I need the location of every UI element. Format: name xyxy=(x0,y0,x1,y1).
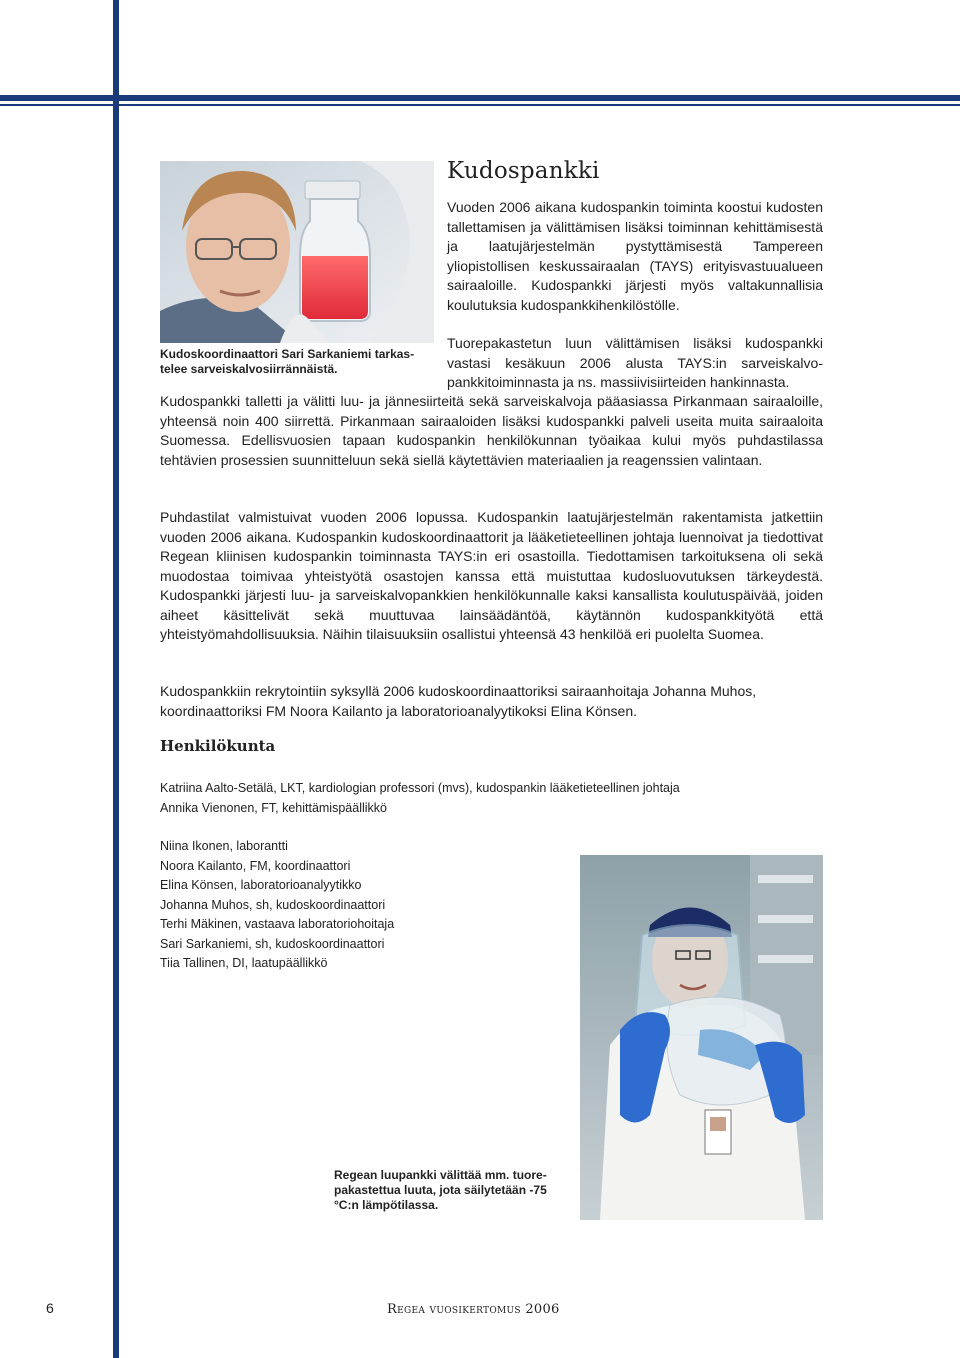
list-item: Johanna Muhos, sh, kudoskoordinaattori xyxy=(160,897,386,912)
publication-title: Regea vuosikertomus 2006 xyxy=(387,1302,560,1317)
photo-caption-1: Kudoskoordinaattori Sari Sarkaniemi tarkastelee sarveiskalvosiirrännäistä. xyxy=(160,347,415,376)
page-number: 6 xyxy=(46,1300,54,1316)
section-title: Kudospankki xyxy=(447,158,600,184)
horizontal-rule-thin xyxy=(0,104,960,106)
list-item: Annika Vienonen, FT, kehittämispäällikkö xyxy=(160,800,387,815)
list-item: Noora Kailanto, FM, koordinaattori xyxy=(160,858,351,873)
list-item: Katriina Aalto-Setälä, LKT, kardiologian professori (mvs), kudospankin lääketieteellinen johtaja xyxy=(160,781,680,795)
list-item: Tiia Tallinen, DI, laatupäällikkö xyxy=(160,956,328,970)
vertical-rule xyxy=(113,0,119,1358)
staff-list xyxy=(160,837,394,974)
paragraph-bone-cornea: Tuorepakastetun luun välittämisen lisäksi kudospankki vastasi kesäkuun 2006 alusta TAYS:in sarveiskalvopankkitoiminnasta ja ns. massiivisiirteiden hankinnasta. xyxy=(447,335,823,390)
photo-researcher-flask xyxy=(160,161,434,343)
photo-bone-bank-worker xyxy=(580,855,823,1220)
intro-paragraph: Vuoden 2006 aikana kudospankin toiminta koostui kudosten tallettamisen ja välittämisen lisäksi toiminnan kehittämisestä ja laatujärjestelmän pystyttämisestä Tampereen yliopistollisen keskussairaalan (TAYS) erityisvastuualueen sairaaloille. Kudospankki järjesti myös valtakunnallisia koulutuksia kudospankkihenkilöstölle. xyxy=(447,199,823,313)
list-item: Terhi Mäkinen, vastaava laboratoriohoitaja xyxy=(160,917,395,931)
photo-caption-2: Regean luupankki välittää mm. tuorepakastettua luuta, jota säilytetään -75 °C:n lämpötilassa. xyxy=(334,1168,547,1212)
publication-footer xyxy=(387,1302,560,1317)
list-item: Elina Könsen, laboratorioanalyytikko xyxy=(160,878,362,892)
list-item: Niina Ikonen, laborantti xyxy=(160,839,288,853)
leaders-list xyxy=(160,779,680,818)
paragraph-recruitment: Kudospankkiin rekrytointiin syksyllä 2006 kudoskoordinaattoriksi sairaanhoitaja Johanna Muhos, koordinaattoriksi FM Noora Kailanto ja laboratorioanalyytikoksi Elina Könsen. xyxy=(160,683,757,719)
staff-heading: Henkilökunta xyxy=(160,737,276,755)
paragraph-cleanrooms: Puhdastilat valmistuivat vuoden 2006 lopussa. Kudospankin laatujärjestelmän rakentamista jatkettiin vuoden 2006 aikana. Kudospankin kudoskoordinaattorit ja lääketieteellinen johtaja luennoivat ja tiedottivat Regean kliinisen kudospankin toiminnasta TAYS:in eri osastoilla. Tiedottamisen tarkoituksena oli sekä muodostaa toimivaa yhteistyötä osastojen kanssa että muistuttaa kudosluovutuksen tärkeydestä. Kudospankki järjesti luu- ja sarveiskalvopankkien henkilökunnalle kaksi kansallista koulutuspäivää, joiden aiheet käsittelivät sekä muuttuvaa lainsäädäntöä, käytännön kudospankkityötä että yhteistyömahdollisuuksia. Näihin tilaisuuksiin osallistui yhteensä 43 henkilöä eri puolelta Suomea. xyxy=(160,509,823,642)
paragraph-transplants: Kudospankki talletti ja välitti luu- ja jännesiirteitä sekä sarveiskalvoja pääasiassa Pirkanmaan sairaaloille, yhteensä noin 400 siirrettä. Pirkanmaan sairaaloiden lisäksi kudospankki palveli useita muita sairaaloita Suomessa. Edellisvuosien tapaan kudospankin henkilökunnan työaikaa kului myös puhdastilassa tehtävien prosessien suunnitteluun sekä siellä käytettävien materiaalien ja reagenssien valintaan. xyxy=(160,393,823,468)
horizontal-rule xyxy=(0,95,960,101)
list-item: Sari Sarkaniemi, sh, kudoskoordinaattori xyxy=(160,936,385,951)
